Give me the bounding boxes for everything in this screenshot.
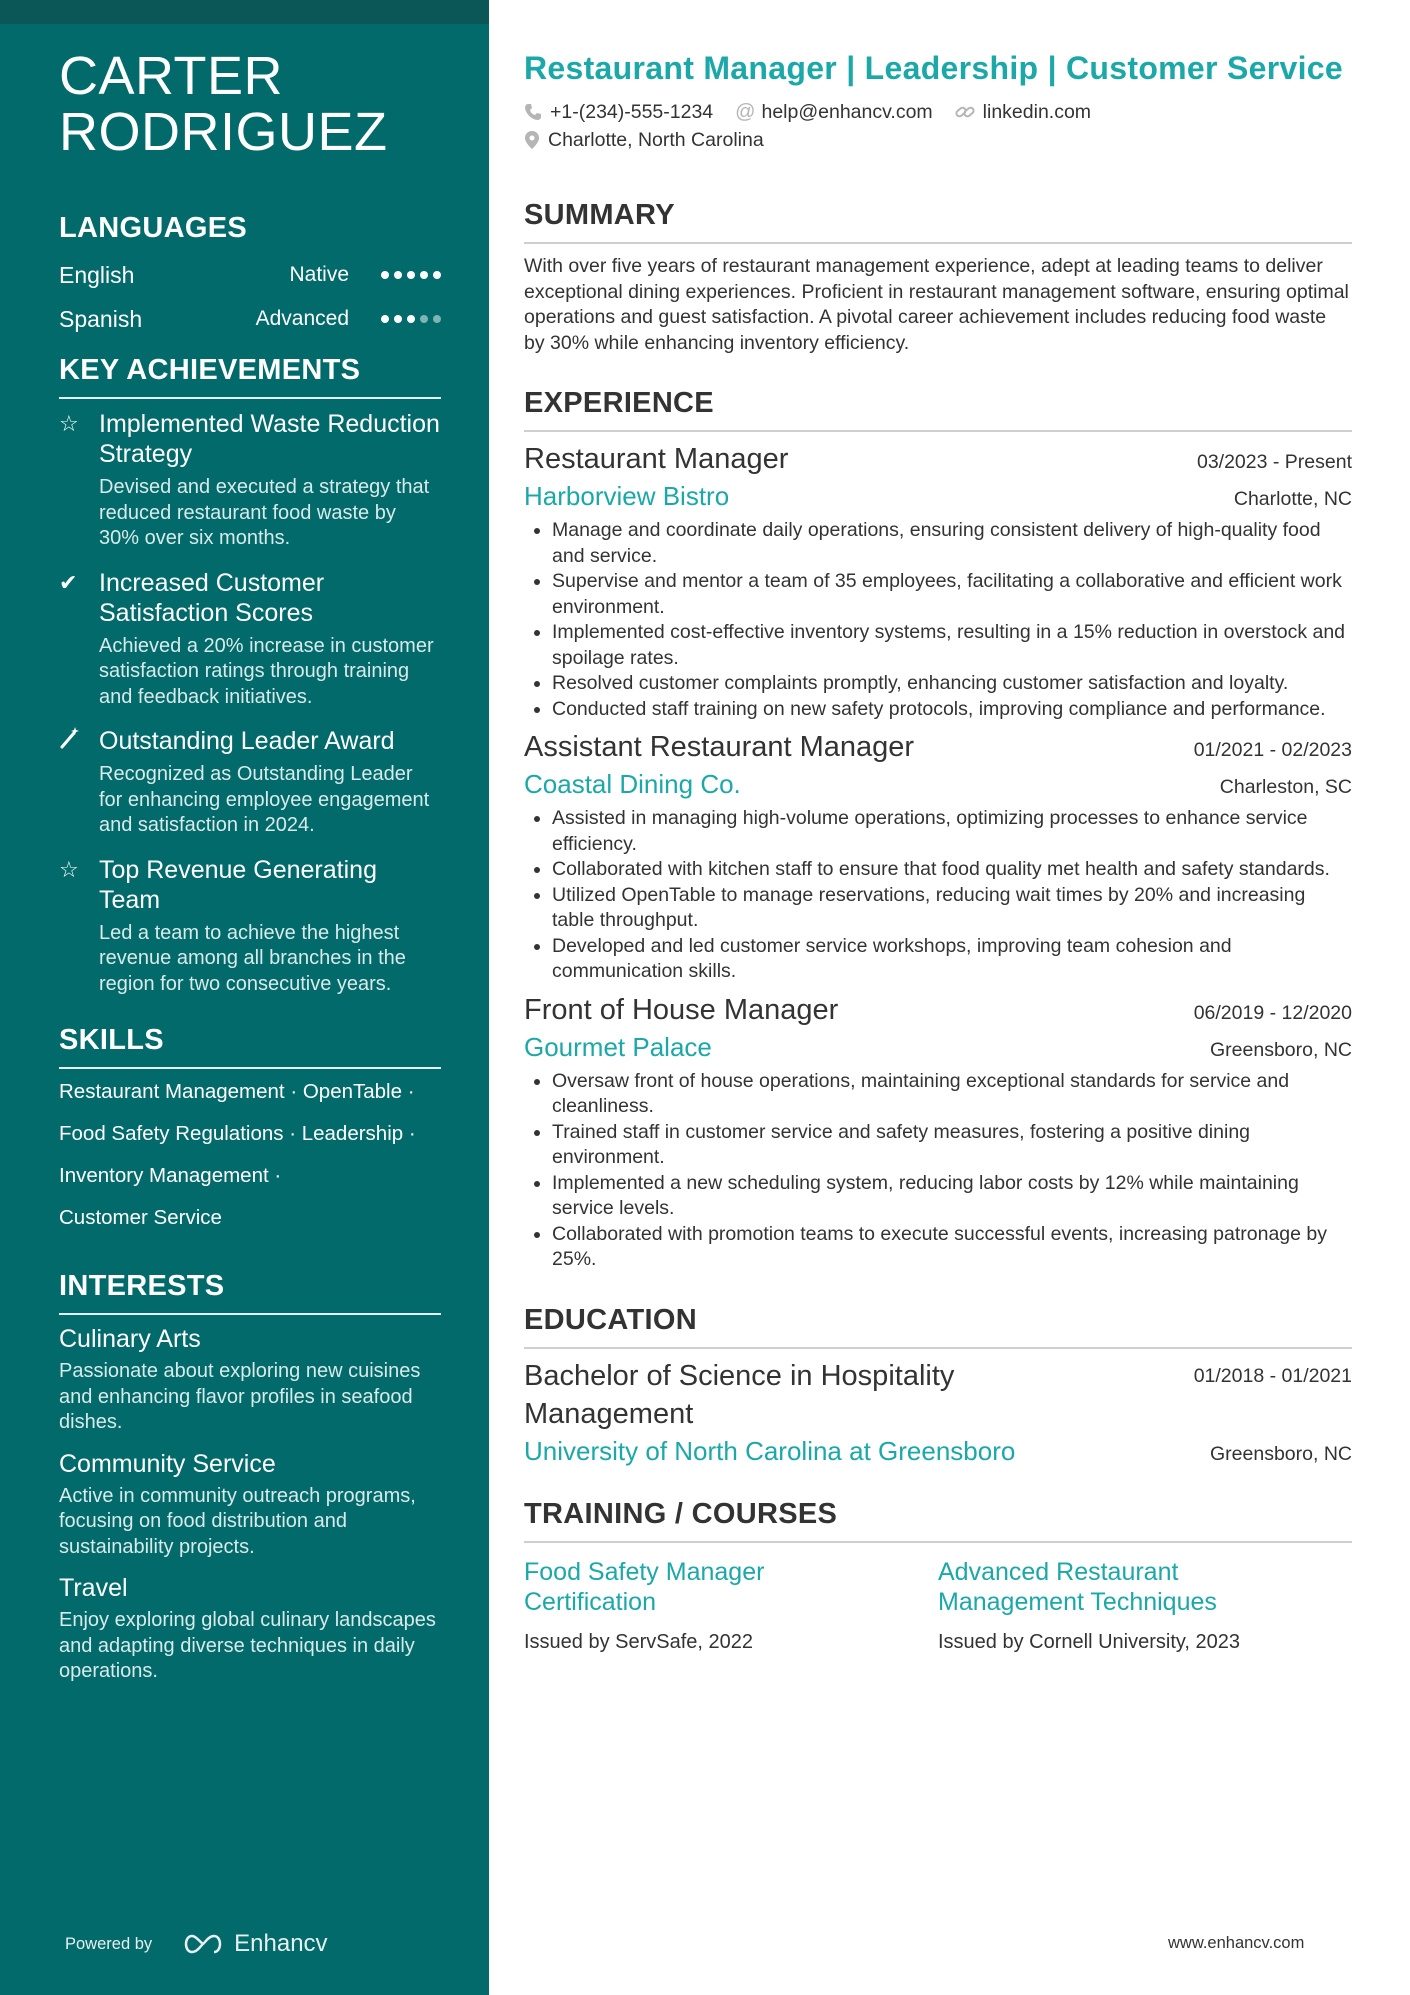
language-row (59, 297, 441, 341)
infinity-icon (180, 1932, 226, 1956)
skill-line: Restaurant Management · OpenTable · (59, 1080, 415, 1103)
skill-line: Customer Service (59, 1206, 222, 1229)
job-title: Front of House Manager (524, 993, 839, 1026)
achievements-list (59, 409, 441, 997)
interest-title: Community Service (59, 1449, 276, 1478)
headline: Restaurant Manager | Leadership | Customer Service (524, 50, 1343, 86)
job-bullet: • Assisted in managing high-volume operations, optimizing processes to enhance service efficiency. (552, 806, 1352, 857)
job-dates: 06/2019 - 12/2020 (1193, 1001, 1352, 1024)
powered-by-label: Powered by (65, 1934, 153, 1953)
job-bullet: • Developed and led customer service workshops, improving team cohesion and communication skills. (552, 934, 1352, 985)
company-name: Gourmet Palace (524, 1031, 712, 1062)
training-title-text (938, 1557, 1352, 1617)
location-text: Charlotte, North Carolina (548, 128, 764, 151)
achievement-item (59, 855, 441, 998)
job-location: Greensboro, NC (1210, 1038, 1352, 1061)
job-bullet: • Collaborated with promotion teams to execute successful events, increasing patronage by 25%. (552, 1222, 1352, 1273)
language-level: Advanced (255, 307, 349, 330)
achievement-title: Outstanding Leader Award (99, 727, 395, 755)
training-title-line: Food Safety Manager (524, 1557, 765, 1586)
linkedin-link[interactable]: linkedin.com (982, 100, 1092, 123)
achievement-desc: Devised and executed a strategy that reduced restaurant food waste by 30% over six months. (99, 476, 430, 549)
interest-desc: Passionate about exploring new cuisines and enhancing flavor profiles in seafood dishes. (59, 1360, 421, 1433)
interest-desc: Active in community outreach programs, focusing on food distribution and sustainability projects. (59, 1484, 416, 1558)
training-item (938, 1557, 1352, 1655)
experience-title: EXPERIENCE (524, 386, 1352, 432)
name-line-2: RODRIGUEZ (59, 102, 388, 162)
job-bullet: • Oversaw front of house operations, maintaining exceptional standards for service and cleanliness. (552, 1069, 1352, 1120)
job-bullets (524, 806, 1352, 985)
school-location: Greensboro, NC (1210, 1442, 1352, 1465)
phone-item (524, 101, 713, 124)
linkedin-item[interactable] (955, 101, 1091, 124)
education-title: EDUCATION (524, 1303, 1352, 1349)
job-bullets (524, 1069, 1352, 1273)
achievement-item (59, 726, 441, 839)
job-entry (524, 440, 1352, 722)
school-name: University of North Carolina at Greensboro (524, 1435, 1016, 1466)
language-row (59, 253, 441, 297)
skill-line: Food Safety Regulations · Leadership · (59, 1122, 416, 1145)
degree-line-1: Bachelor of Science in Hospitality (524, 1359, 955, 1392)
interests-list (59, 1323, 441, 1685)
education-dates: 01/2018 - 01/2021 (1193, 1364, 1352, 1387)
interest-title: Culinary Arts (59, 1325, 201, 1353)
interests-title: INTERESTS (59, 1269, 441, 1315)
languages-title: LANGUAGES (59, 212, 247, 244)
achievement-title: Top Revenue Generating Team (99, 855, 377, 914)
job-title: Restaurant Manager (524, 443, 789, 475)
email-item[interactable] (735, 101, 933, 124)
achievement-desc: Led a team to achieve the highest revenue among all branches in the region for two consecutive years. (99, 921, 406, 995)
training-desc: Issued by ServSafe, 2022 (524, 1630, 754, 1653)
star-icon: ☆ (59, 856, 79, 882)
training-title: TRAINING / COURSES (524, 1497, 1352, 1543)
language-rating (381, 315, 441, 323)
sidebar-top-band (0, 0, 489, 24)
powered-by (65, 1930, 328, 1958)
achievement-desc: Recognized as Outstanding Leader for enhancing employee engagement and satisfaction in 2024. (99, 763, 430, 836)
job-bullet: • Manage and coordinate daily operations, ensuring consistent delivery of high-quality food and service. (552, 518, 1352, 569)
main-content (524, 48, 1352, 1655)
job-title: Assistant Restaurant Manager (524, 731, 915, 763)
skill-line: Inventory Management · (59, 1164, 282, 1187)
company-name: Coastal Dining Co. (524, 769, 741, 799)
achievement-desc: Achieved a 20% increase in customer satisfaction ratings through training and feedback initiatives. (99, 634, 434, 708)
job-bullet: • Conducted staff training on new safety protocols, improving compliance and performance. (552, 697, 1352, 723)
phone-icon (524, 103, 542, 121)
job-bullet: • Collaborated with kitchen staff to ensure that food quality met health and safety standards. (552, 857, 1352, 883)
job-entry (524, 991, 1352, 1273)
training-desc: Issued by Cornell University, 2023 (938, 1630, 1240, 1653)
at-icon: @ (735, 100, 756, 123)
job-bullet: • Utilized OpenTable to manage reservations, reducing wait times by 20% and increasing table throughput. (552, 883, 1352, 934)
contact-row (524, 98, 1352, 126)
training-title-text (524, 1557, 938, 1617)
check-icon: ✔ (59, 569, 78, 595)
star-icon: ☆ (59, 411, 79, 436)
location-pin-icon (524, 130, 540, 150)
job-location: Charleston, SC (1219, 776, 1352, 798)
language-name: Spanish (59, 305, 143, 332)
job-dates: 01/2021 - 02/2023 (1193, 739, 1352, 761)
training-title-line: Management Techniques (938, 1587, 1217, 1616)
enhancv-logo[interactable] (180, 1930, 327, 1958)
languages-list (59, 253, 441, 341)
achievement-title: Increased Customer Satisfaction Scores (99, 568, 325, 627)
email-address[interactable]: help@enhancv.com (761, 100, 933, 123)
link-icon (955, 103, 975, 121)
language-level: Native (289, 263, 349, 286)
company-name: Harborview Bistro (524, 481, 730, 511)
training-item (524, 1557, 938, 1655)
achievement-title: Implemented Waste Reduction Strategy (99, 410, 440, 468)
training-title-line: Certification (524, 1587, 656, 1616)
job-bullet: • Resolved customer complaints promptly, enhancing customer satisfaction and loyalty. (552, 671, 1352, 697)
name-line-1: CARTER (59, 46, 284, 106)
achievement-item (59, 409, 441, 552)
location-item (524, 129, 764, 152)
job-bullet: • Trained staff in customer service and safety measures, fostering a positive dining environment. (552, 1120, 1352, 1171)
sidebar (0, 0, 489, 1995)
phone-number: +1-(234)-555-1234 (550, 100, 714, 123)
footer-url[interactable]: www.enhancv.com (1168, 1934, 1305, 1952)
language-rating (381, 271, 441, 279)
achievement-item (59, 568, 441, 711)
degree (524, 1357, 954, 1433)
interest-desc: Enjoy exploring global culinary landscapes and adapting diverse techniques in daily operations. (59, 1609, 436, 1682)
candidate-name (59, 48, 441, 160)
summary-title: SUMMARY (524, 198, 1352, 244)
training-title-line: Advanced Restaurant (938, 1557, 1179, 1586)
job-bullets (524, 518, 1352, 722)
education-entry (524, 1357, 1352, 1469)
job-bullet: • Supervise and mentor a team of 35 employees, facilitating a collaborative and efficient work environment. (552, 569, 1352, 620)
job-dates: 03/2023 - Present (1196, 451, 1352, 473)
skills-list (59, 1071, 441, 1239)
job-bullet: • Implemented a new scheduling system, reducing labor costs by 12% while maintaining service levels. (552, 1171, 1352, 1222)
achievements-title: KEY ACHIEVEMENTS (59, 353, 441, 399)
job-entry (524, 728, 1352, 985)
brand-name: Enhancv (234, 1930, 328, 1957)
language-name: English (59, 261, 135, 288)
skills-title: SKILLS (59, 1023, 441, 1069)
magic-wand-icon (59, 726, 99, 839)
location-row (524, 126, 1352, 154)
summary-text: With over five years of restaurant management experience, adept at leading teams to deliver exceptional dining experiences. Proficient in restaurant management software, ensuring optimal operations and guest satisfaction. A pivotal career achievement includes reducing food waste by 30% while enhancing inventory efficiency. (524, 255, 1349, 354)
training-list (524, 1557, 1352, 1655)
job-location: Charlotte, NC (1233, 488, 1352, 510)
job-bullet: • Implemented cost-effective inventory systems, resulting in a 15% reduction in overstock and spoilage rates. (552, 620, 1352, 671)
degree-line-2: Management (524, 1397, 694, 1430)
interest-title: Travel (59, 1574, 128, 1602)
